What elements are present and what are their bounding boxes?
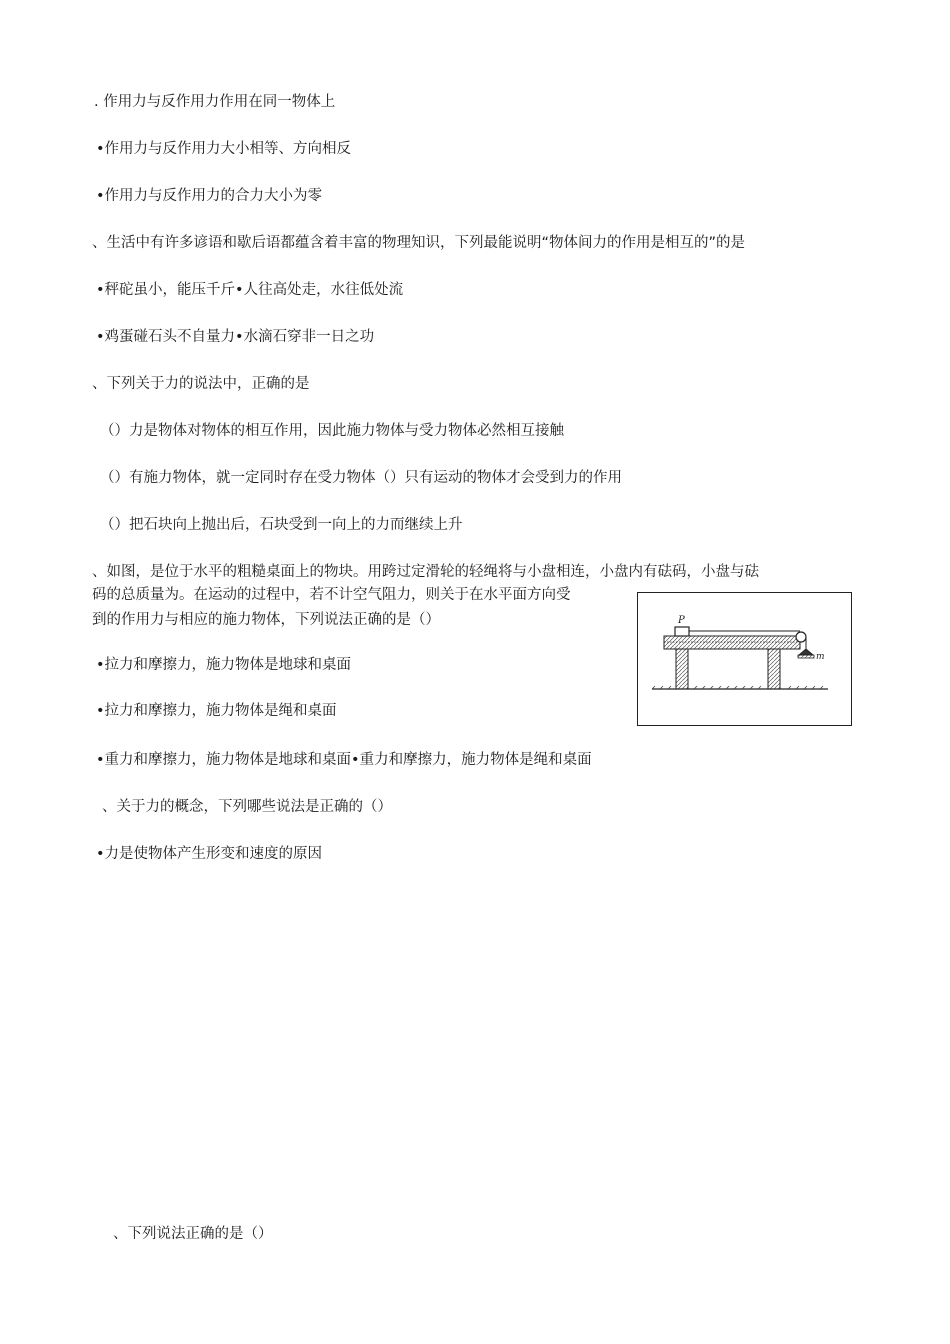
pulley-figure [637,592,852,726]
block-p [675,627,689,636]
line-12: 到的作用力与相应的施力物体，下列说法正确的是（） [92,612,440,628]
line-10: 、如图，是位于水平的粗糙桌面上的物块。用跨过定滑轮的轻绳将与小盘相连，小盘内有砝码，小盘与砝 [92,564,759,580]
line-9: （）把石块向上抛出后，石块受到一向上的力而继续上升 [100,517,463,533]
line-4: •秤砣虽小，能压千斤•人往高处走，水往低处流 [96,282,404,298]
line-18: 、下列说法正确的是（） [113,1226,273,1242]
line-14: •拉力和摩擦力，施力物体是绳和桌面 [96,703,337,719]
line-3: 、生活中有许多谚语和歇后语都蕴含着丰富的物理知识，下列最能说明“物体间力的作用是相互的”的是 [92,235,746,251]
line-15: •重力和摩擦力，施力物体是地球和桌面•重力和摩擦力，施力物体是绳和桌面 [96,752,592,768]
table-leg-left [676,649,688,689]
weight-pan [799,649,813,655]
line-1: •作用力与反作用力大小相等、方向相反 [96,141,352,157]
block-p-label: P [678,615,685,626]
line-7: （）力是物体对物体的相互作用，因此施力物体与受力物体必然相互接触 [100,423,564,439]
line-0: . 作用力与反作用力作用在同一物体上 [94,94,336,110]
line-2: •作用力与反作用力的合力大小为零 [96,188,323,204]
line-13: •拉力和摩擦力，施力物体是地球和桌面 [96,657,352,673]
line-8: （）有施力物体，就一定同时存在受力物体（）只有运动的物体才会受到力的作用 [100,470,622,486]
line-17: •力是使物体产生形变和速度的原因 [96,846,323,862]
table-top [664,636,800,649]
line-16: 、关于力的概念，下列哪些说法是正确的（） [102,799,392,815]
pulley [796,632,806,642]
table-leg-right [768,649,780,689]
mass-label: m [816,652,825,662]
line-6: 、下列关于力的说法中，正确的是 [92,376,310,392]
line-11: 码的总质量为。在运动的过程中，若不计空气阻力，则关于在水平面方向受 [92,587,571,603]
line-5: •鸡蛋碰石头不自量力•水滴石穿非一日之功 [96,329,375,345]
